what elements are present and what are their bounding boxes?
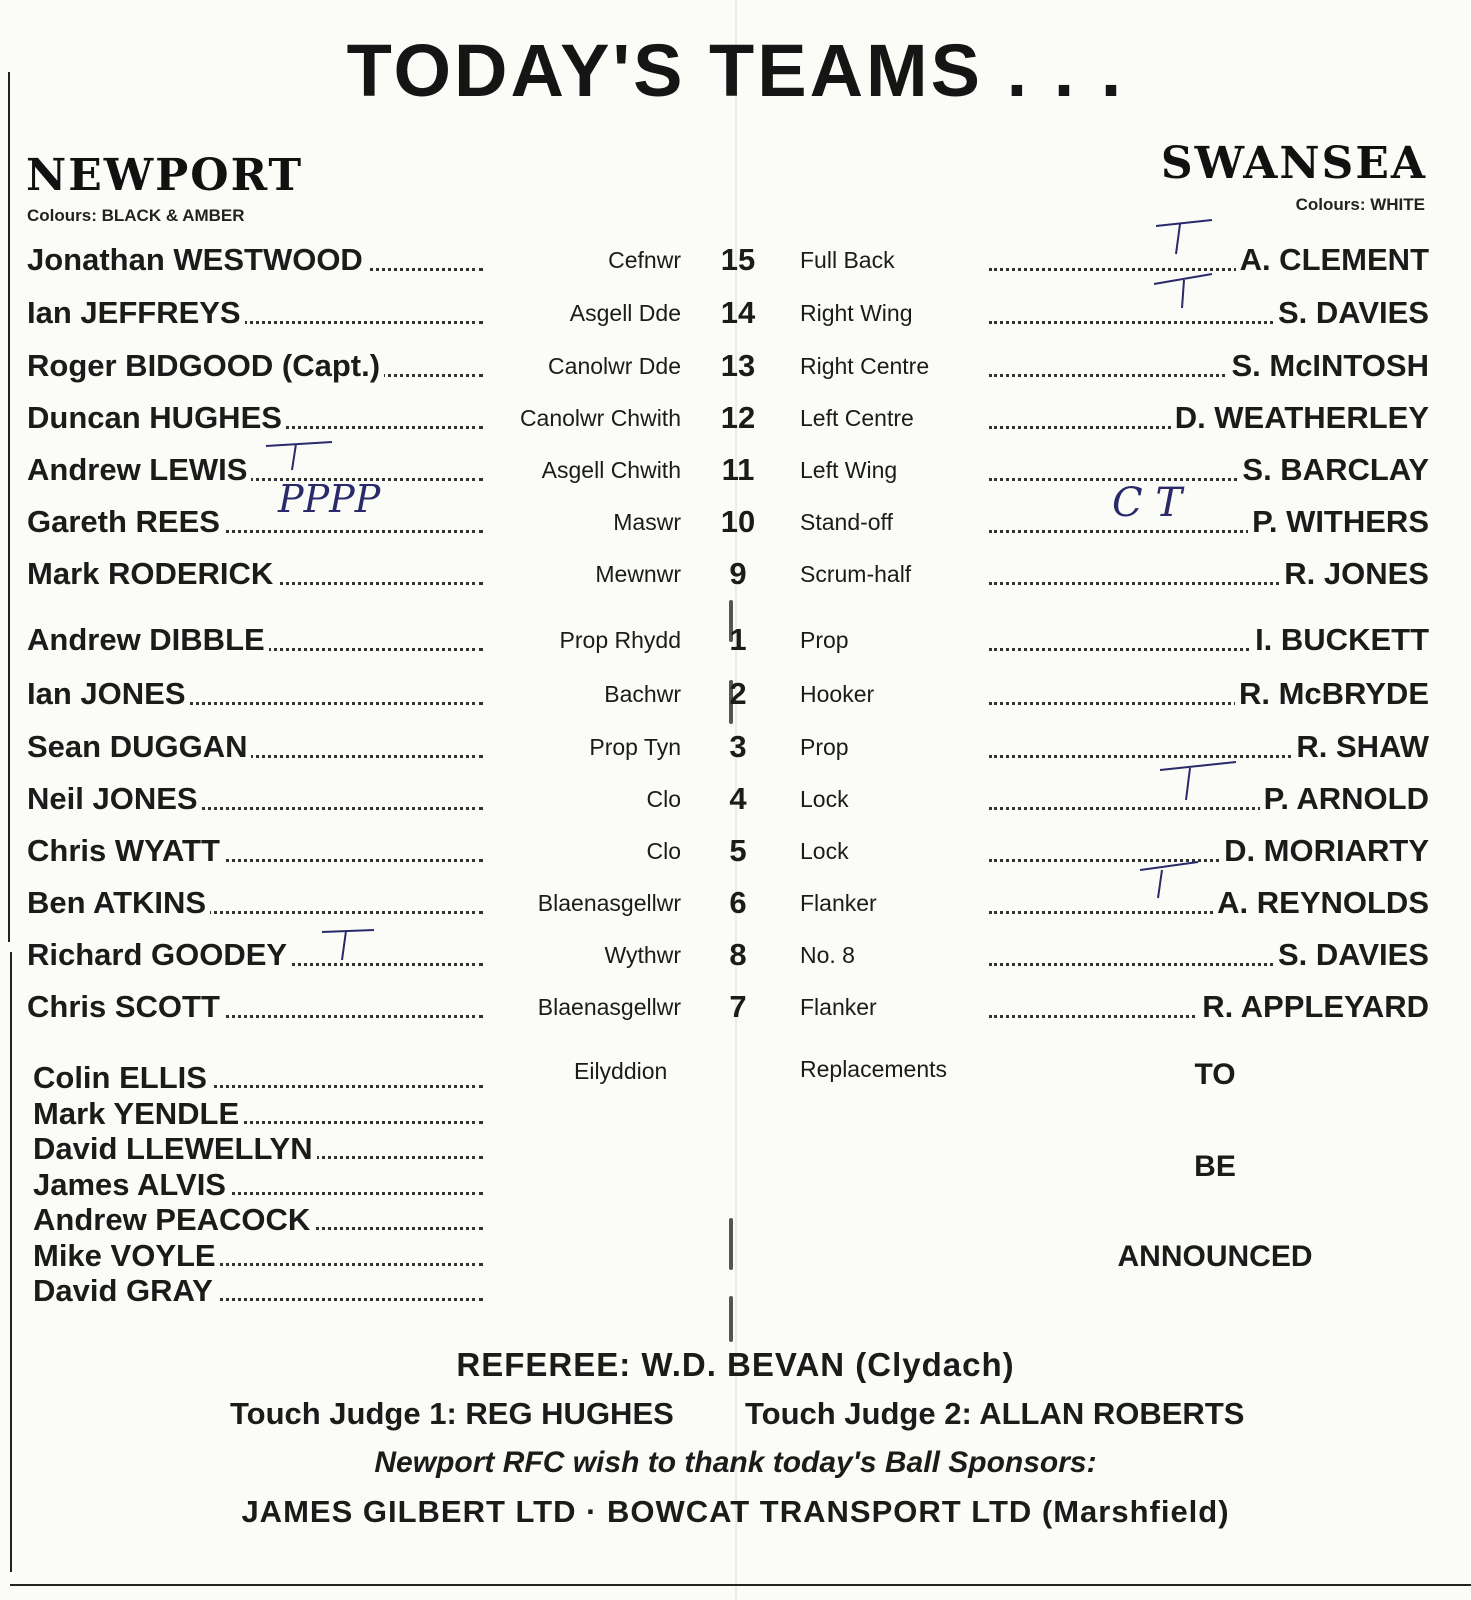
referee: REFEREE: W.D. BEVAN (Clydach) — [456, 1346, 1015, 1383]
lineup-row — [0, 620, 1471, 660]
home-player — [27, 831, 483, 871]
jersey-number: 1 — [729, 622, 747, 657]
away-player — [989, 398, 1429, 438]
home-replacement — [33, 1096, 483, 1132]
welsh-position: Asgell Chwith — [541, 457, 681, 483]
home-player — [27, 450, 483, 490]
lineup-row — [0, 935, 1471, 975]
svg-text:T: T — [1186, 786, 1187, 787]
welsh-position: Blaenasgellwr — [537, 994, 681, 1020]
home-player-name: Chris SCOTT — [27, 989, 224, 1024]
away-player-name: R. McBRYDE — [1235, 676, 1429, 711]
away-player — [989, 554, 1429, 594]
replacements-welsh-label: Eilyddion — [574, 1058, 668, 1084]
position: Full Back — [800, 247, 895, 273]
welsh-position: Maswr — [613, 509, 681, 535]
handwritten-mark-davies — [1150, 268, 1220, 312]
welsh-position: Prop Rhydd — [559, 627, 681, 653]
svg-text:T: T — [1180, 246, 1181, 247]
away-player-name: R. APPLEYARD — [1198, 989, 1429, 1024]
away-team-name: SWANSEA — [1160, 138, 1427, 189]
lineup-row — [0, 987, 1471, 1027]
lineup-row — [0, 883, 1471, 923]
jersey-number: 6 — [729, 885, 747, 920]
away-player — [989, 987, 1429, 1027]
away-player — [989, 620, 1429, 660]
away-player-name: A. CLEMENT — [1236, 242, 1429, 277]
handwritten-mark-rees — [274, 476, 384, 524]
home-player — [27, 240, 483, 280]
away-player-name: P. WITHERS — [1248, 504, 1429, 539]
position: No. 8 — [800, 942, 855, 968]
home-player-name: Ian JEFFREYS — [27, 295, 245, 330]
away-player-name: S. BARCLAY — [1238, 452, 1429, 487]
jersey-number: 12 — [720, 400, 756, 435]
position: Right Centre — [800, 353, 930, 379]
handwritten-mark-lewis — [262, 438, 342, 474]
sponsor-thanks: Newport RFC wish to thank today's Ball Sponsors: — [374, 1446, 1097, 1479]
position: Prop — [800, 627, 849, 653]
away-player-name: S. McINTOSH — [1227, 348, 1429, 383]
welsh-position: Cefnwr — [608, 247, 681, 273]
lineup-row — [0, 674, 1471, 714]
welsh-position: Asgell Dde — [569, 300, 681, 326]
home-player-name: Neil JONES — [27, 781, 202, 816]
position: Lock — [800, 838, 849, 864]
position: Flanker — [800, 890, 877, 916]
away-player-name: A. REYNOLDS — [1213, 885, 1429, 920]
home-player — [27, 779, 483, 819]
svg-text:T: T — [1166, 886, 1167, 887]
position: Stand-off — [800, 509, 893, 535]
jersey-number: 15 — [720, 242, 756, 277]
home-player — [27, 935, 483, 975]
lineup-row — [0, 240, 1471, 280]
welsh-position: Clo — [646, 838, 681, 864]
position: Flanker — [800, 994, 877, 1020]
svg-text:T: T — [300, 468, 301, 469]
away-player-name: R. SHAW — [1292, 729, 1429, 764]
jersey-number: 5 — [729, 833, 747, 868]
home-replacement — [33, 1167, 483, 1203]
home-replacement — [33, 1238, 483, 1274]
page-title: TODAY'S TEAMS . . . — [346, 29, 1125, 112]
lineup-row — [0, 293, 1471, 333]
home-player-name: Andrew DIBBLE — [27, 622, 269, 657]
jersey-number: 3 — [729, 729, 747, 764]
home-player — [27, 674, 483, 714]
handwritten-mark-goodey — [318, 926, 388, 964]
home-player-name: Richard GOODEY — [27, 937, 291, 972]
home-replacement-name: David GRAY — [33, 1273, 217, 1308]
away-player-name: P. ARNOLD — [1260, 781, 1429, 816]
home-replacement-name: Mark YENDLE — [33, 1096, 243, 1131]
away-player-name: D. MORIARTY — [1220, 833, 1429, 868]
welsh-position: Clo — [646, 786, 681, 812]
staple-lower — [729, 1218, 733, 1270]
welsh-position: Prop Tyn — [589, 734, 681, 760]
away-team-colours: Colours: WHITE — [1295, 195, 1425, 214]
home-player — [27, 987, 483, 1027]
lineup-row — [0, 831, 1471, 871]
home-player-name: Roger BIDGOOD (Capt.) — [27, 348, 384, 383]
svg-text:C T: C T — [1112, 480, 1182, 524]
handwritten-mark-withers — [1108, 476, 1218, 524]
welsh-position: Blaenasgellwr — [537, 890, 681, 916]
lineup-row — [0, 502, 1471, 542]
home-replacement-name: Andrew PEACOCK — [33, 1202, 314, 1237]
svg-text:PPPP: PPPP — [278, 477, 381, 521]
position: Prop — [800, 734, 849, 760]
home-player-name: Gareth REES — [27, 504, 224, 539]
home-team-colours: Colours: BLACK & AMBER — [27, 206, 245, 225]
touch-judge-2: Touch Judge 2: ALLAN ROBERTS — [745, 1396, 1245, 1431]
lineup-row — [0, 554, 1471, 594]
away-replacements-line-1: TO — [1194, 1058, 1236, 1091]
home-player-name: Ian JONES — [27, 676, 190, 711]
away-player-name: D. WEATHERLEY — [1171, 400, 1429, 435]
lineup-row — [0, 398, 1471, 438]
home-replacement-name: Mike VOYLE — [33, 1238, 220, 1273]
away-player — [989, 935, 1429, 975]
away-player — [989, 674, 1429, 714]
away-player-name: S. DAVIES — [1274, 295, 1429, 330]
away-player — [989, 831, 1429, 871]
jersey-number: 2 — [729, 676, 747, 711]
home-player-name: Duncan HUGHES — [27, 400, 286, 435]
home-replacement-name: James ALVIS — [33, 1167, 230, 1202]
handwritten-mark-clement — [1150, 216, 1220, 260]
away-player-name: R. JONES — [1280, 556, 1429, 591]
welsh-position: Canolwr Chwith — [519, 405, 681, 431]
jersey-number: 8 — [729, 937, 747, 972]
svg-text:T: T — [1180, 298, 1181, 299]
staple-bottom — [729, 1296, 733, 1342]
svg-text:T: T — [348, 956, 349, 957]
jersey-number: 10 — [720, 504, 756, 539]
welsh-position: Canolwr Dde — [548, 353, 681, 379]
home-player — [27, 502, 483, 542]
home-player — [27, 883, 483, 923]
away-player-name: S. DAVIES — [1274, 937, 1429, 972]
home-replacement — [33, 1273, 483, 1309]
lineup-row — [0, 727, 1471, 767]
position: Right Wing — [800, 300, 913, 326]
home-replacement-name: David LLEWELLYN — [33, 1131, 317, 1166]
away-replacements-line-2: BE — [1194, 1150, 1236, 1183]
jersey-number: 14 — [720, 295, 756, 330]
jersey-number: 9 — [729, 556, 747, 591]
welsh-position: Bachwr — [604, 681, 681, 707]
home-replacement-name: Colin ELLIS — [33, 1060, 211, 1095]
handwritten-mark-arnold — [1156, 756, 1242, 804]
home-player-name: Ben ATKINS — [27, 885, 210, 920]
welsh-position: Mewnwr — [595, 561, 681, 587]
jersey-number: 11 — [721, 452, 755, 487]
home-player — [27, 620, 483, 660]
home-replacement — [33, 1131, 483, 1167]
home-player — [27, 346, 483, 386]
sponsor-names: JAMES GILBERT LTD · BOWCAT TRANSPORT LTD (Marshfield) — [241, 1494, 1230, 1529]
position: Hooker — [800, 681, 875, 707]
home-replacement — [33, 1202, 483, 1238]
away-player — [989, 883, 1429, 923]
lineup-row — [0, 346, 1471, 386]
position: Left Wing — [800, 457, 898, 483]
home-player — [27, 554, 483, 594]
home-player-name: Mark RODERICK — [27, 556, 277, 591]
bottom-rule — [10, 1584, 1471, 1586]
position: Left Centre — [800, 405, 914, 431]
position: Lock — [800, 786, 849, 812]
home-player — [27, 727, 483, 767]
jersey-number: 7 — [729, 989, 747, 1024]
home-player-name: Chris WYATT — [27, 833, 224, 868]
touch-judge-1: Touch Judge 1: REG HUGHES — [230, 1396, 674, 1431]
position: Scrum-half — [800, 561, 912, 587]
home-player-name: Jonathan WESTWOOD — [27, 242, 367, 277]
home-player-name: Sean DUGGAN — [27, 729, 251, 764]
away-player-name: I. BUCKETT — [1251, 622, 1429, 657]
home-player — [27, 398, 483, 438]
home-replacement — [33, 1060, 483, 1096]
home-player — [27, 293, 483, 333]
replacements-label: Replacements — [800, 1056, 948, 1082]
lineup-row — [0, 450, 1471, 490]
home-player-name: Andrew LEWIS — [27, 452, 251, 487]
handwritten-mark-reynolds — [1136, 856, 1206, 904]
jersey-number: 4 — [729, 781, 747, 816]
jersey-number: 13 — [720, 348, 756, 383]
away-player — [989, 346, 1429, 386]
lineup-row — [0, 779, 1471, 819]
away-replacements-line-3: ANNOUNCED — [1117, 1240, 1313, 1273]
welsh-position: Wythwr — [604, 942, 681, 968]
home-team-name: NEWPORT — [26, 150, 304, 201]
